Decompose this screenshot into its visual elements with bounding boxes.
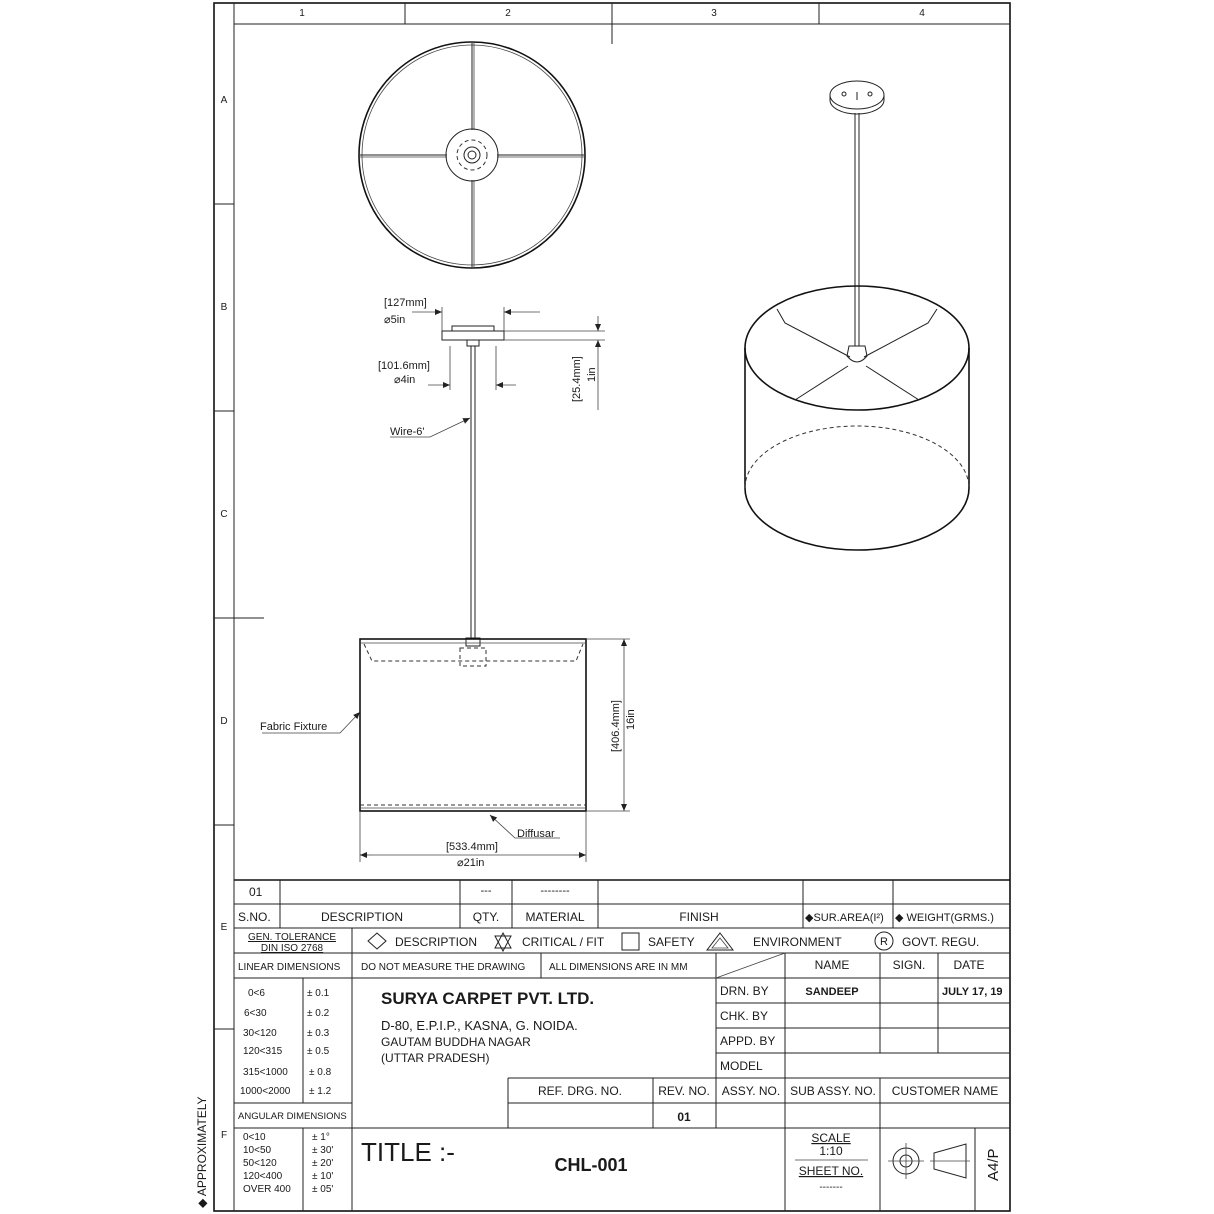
title-label: TITLE :- <box>361 1137 455 1167</box>
bom-header-material: MATERIAL <box>525 910 585 924</box>
bom-header-sno: S.NO. <box>238 910 271 924</box>
signoff-sign-header: SIGN. <box>892 958 926 972</box>
angular-tolerance-table <box>243 1132 333 1195</box>
shade-height-mm: [406.4mm] <box>610 700 622 752</box>
signoff-name-header: NAME <box>814 958 850 972</box>
angular-dimensions-label: ANGULAR DIMENSIONS <box>238 1111 347 1122</box>
linear-range: 6<30 <box>244 1008 267 1019</box>
bom-header-weight: ◆ WEIGHT(GRMS.) <box>895 912 994 924</box>
approximately-note: ◆ APPROXIMATELY <box>195 1096 209 1208</box>
customer-name-label: CUSTOMER NAME <box>891 1084 999 1098</box>
triangle-icon <box>707 933 733 950</box>
top-view <box>359 42 585 268</box>
sheet-size: A4/P <box>985 1148 1002 1181</box>
row-label-e: E <box>220 922 228 933</box>
angular-range: 120<400 <box>243 1171 283 1182</box>
linear-range: 120<315 <box>243 1046 283 1057</box>
din-iso-label: DIN ISO 2768 <box>260 943 324 954</box>
drn-by-label: DRN. BY <box>720 984 769 998</box>
bom-header-qty: QTY. <box>472 910 500 924</box>
drn-by-name: SANDEEP <box>805 986 859 998</box>
linear-tol: ± 0.3 <box>307 1028 330 1039</box>
row-label-c: C <box>220 509 228 520</box>
shade-dia-mm: [533.4mm] <box>446 841 498 853</box>
company-address-3: (UTTAR PRADESH) <box>381 1051 490 1065</box>
gen-tolerance-label: GEN. TOLERANCE <box>248 932 336 943</box>
linear-tol: ± 0.1 <box>307 988 330 999</box>
linear-range: 0<6 <box>248 988 265 999</box>
angular-tol: ± 20' <box>312 1158 334 1169</box>
chk-by-label: CHK. BY <box>720 1009 769 1023</box>
projection-symbol-icon <box>888 1143 970 1179</box>
socket-dia-mm: [101.6mm] <box>378 360 430 372</box>
bom-header-finish: FINISH <box>679 910 719 924</box>
rev-no-value: 01 <box>677 1110 691 1124</box>
canopy-height-in: 1in <box>586 367 598 382</box>
scale-label: SCALE <box>811 1131 851 1145</box>
company-name: SURYA CARPET PVT. LTD. <box>381 989 595 1008</box>
bom-header-description: DESCRIPTION <box>320 910 404 924</box>
assy-no-label: ASSY. NO. <box>721 1084 781 1098</box>
legend-govt: GOVT. REGU. <box>902 935 980 949</box>
model-label: MODEL <box>720 1059 763 1073</box>
legend-description: DESCRIPTION <box>395 935 478 949</box>
sub-assy-no-label: SUB ASSY. NO. <box>790 1084 876 1098</box>
bom-sno-value: 01 <box>249 885 263 899</box>
linear-range: 30<120 <box>243 1028 277 1039</box>
bom-qty-value: --- <box>480 885 492 897</box>
angular-tol: ± 1° <box>312 1132 330 1143</box>
linear-tol: ± 1.2 <box>309 1086 332 1097</box>
square-icon <box>622 933 639 950</box>
angular-range: 0<10 <box>243 1132 266 1143</box>
linear-tolerance-table <box>240 988 332 1097</box>
diffusar-label: Diffusar <box>517 828 555 840</box>
linear-dimensions-label: LINEAR DIMENSIONS <box>238 962 341 973</box>
company-address-2: GAUTAM BUDDHA NAGAR <box>381 1035 531 1049</box>
angular-range: 50<120 <box>243 1158 277 1169</box>
legend-critical: CRITICAL / FIT <box>522 935 605 949</box>
star-icon <box>495 933 511 951</box>
shade-dia-in: ⌀21in <box>457 857 485 869</box>
column-label-4: 4 <box>919 8 925 19</box>
do-not-measure-note: DO NOT MEASURE THE DRAWING <box>361 962 526 973</box>
row-label-f: F <box>220 1130 228 1141</box>
appd-by-label: APPD. BY <box>720 1034 776 1048</box>
isometric-view <box>745 81 969 550</box>
company-address-1: D-80, E.P.I.P., KASNA, G. NOIDA. <box>381 1018 578 1033</box>
angular-range: OVER 400 <box>243 1184 291 1195</box>
column-label-1: 1 <box>299 8 305 19</box>
linear-tol: ± 0.2 <box>307 1008 330 1019</box>
linear-range: 315<1000 <box>243 1067 288 1078</box>
canopy-dia-in: ⌀5in <box>384 314 406 326</box>
column-label-2: 2 <box>505 8 511 19</box>
drn-by-date: JULY 17, 19 <box>942 986 1003 998</box>
row-label-b: B <box>220 302 228 313</box>
angular-tol: ± 05' <box>312 1184 334 1195</box>
rev-no-label: REV. NO. <box>658 1084 710 1098</box>
signoff-date-header: DATE <box>953 958 985 972</box>
legend-environment: ENVIRONMENT <box>753 935 842 949</box>
front-view <box>360 326 586 811</box>
linear-tol: ± 0.5 <box>307 1046 330 1057</box>
fabric-fixture-label: Fabric Fixture <box>260 721 328 733</box>
angular-tol: ± 10' <box>312 1171 334 1182</box>
linear-range: 1000<2000 <box>240 1086 291 1097</box>
angular-range: 10<50 <box>243 1145 272 1156</box>
sheet-frame <box>214 3 1010 1211</box>
socket-dia-in: ⌀4in <box>394 374 416 386</box>
title-value: CHL-001 <box>554 1155 628 1175</box>
wire-label: Wire-6' <box>390 426 425 438</box>
angular-tol: ± 30' <box>312 1145 334 1156</box>
row-label-d: D <box>220 716 228 727</box>
all-dims-note: ALL DIMENSIONS ARE IN MM <box>549 962 688 973</box>
column-label-3: 3 <box>711 8 717 19</box>
bom-material-value: -------- <box>540 885 570 897</box>
registered-letter: R <box>880 936 888 948</box>
row-label-a: A <box>220 95 228 106</box>
sheet-no-label: SHEET NO. <box>798 1164 864 1178</box>
linear-tol: ± 0.8 <box>309 1067 332 1078</box>
shade-height-in: 16in <box>625 709 637 730</box>
sheet-no-value: ------- <box>819 1182 843 1193</box>
diamond-icon <box>368 933 386 949</box>
ref-drg-label: REF. DRG. NO. <box>537 1084 623 1098</box>
canopy-height-mm: [25.4mm] <box>571 356 583 402</box>
scale-value: 1:10 <box>819 1144 843 1158</box>
canopy-dia-mm: [127mm] <box>384 297 427 309</box>
bom-header-sur-area: ◆SUR.AREA(I²) <box>805 912 884 924</box>
legend-safety: SAFETY <box>648 935 695 949</box>
